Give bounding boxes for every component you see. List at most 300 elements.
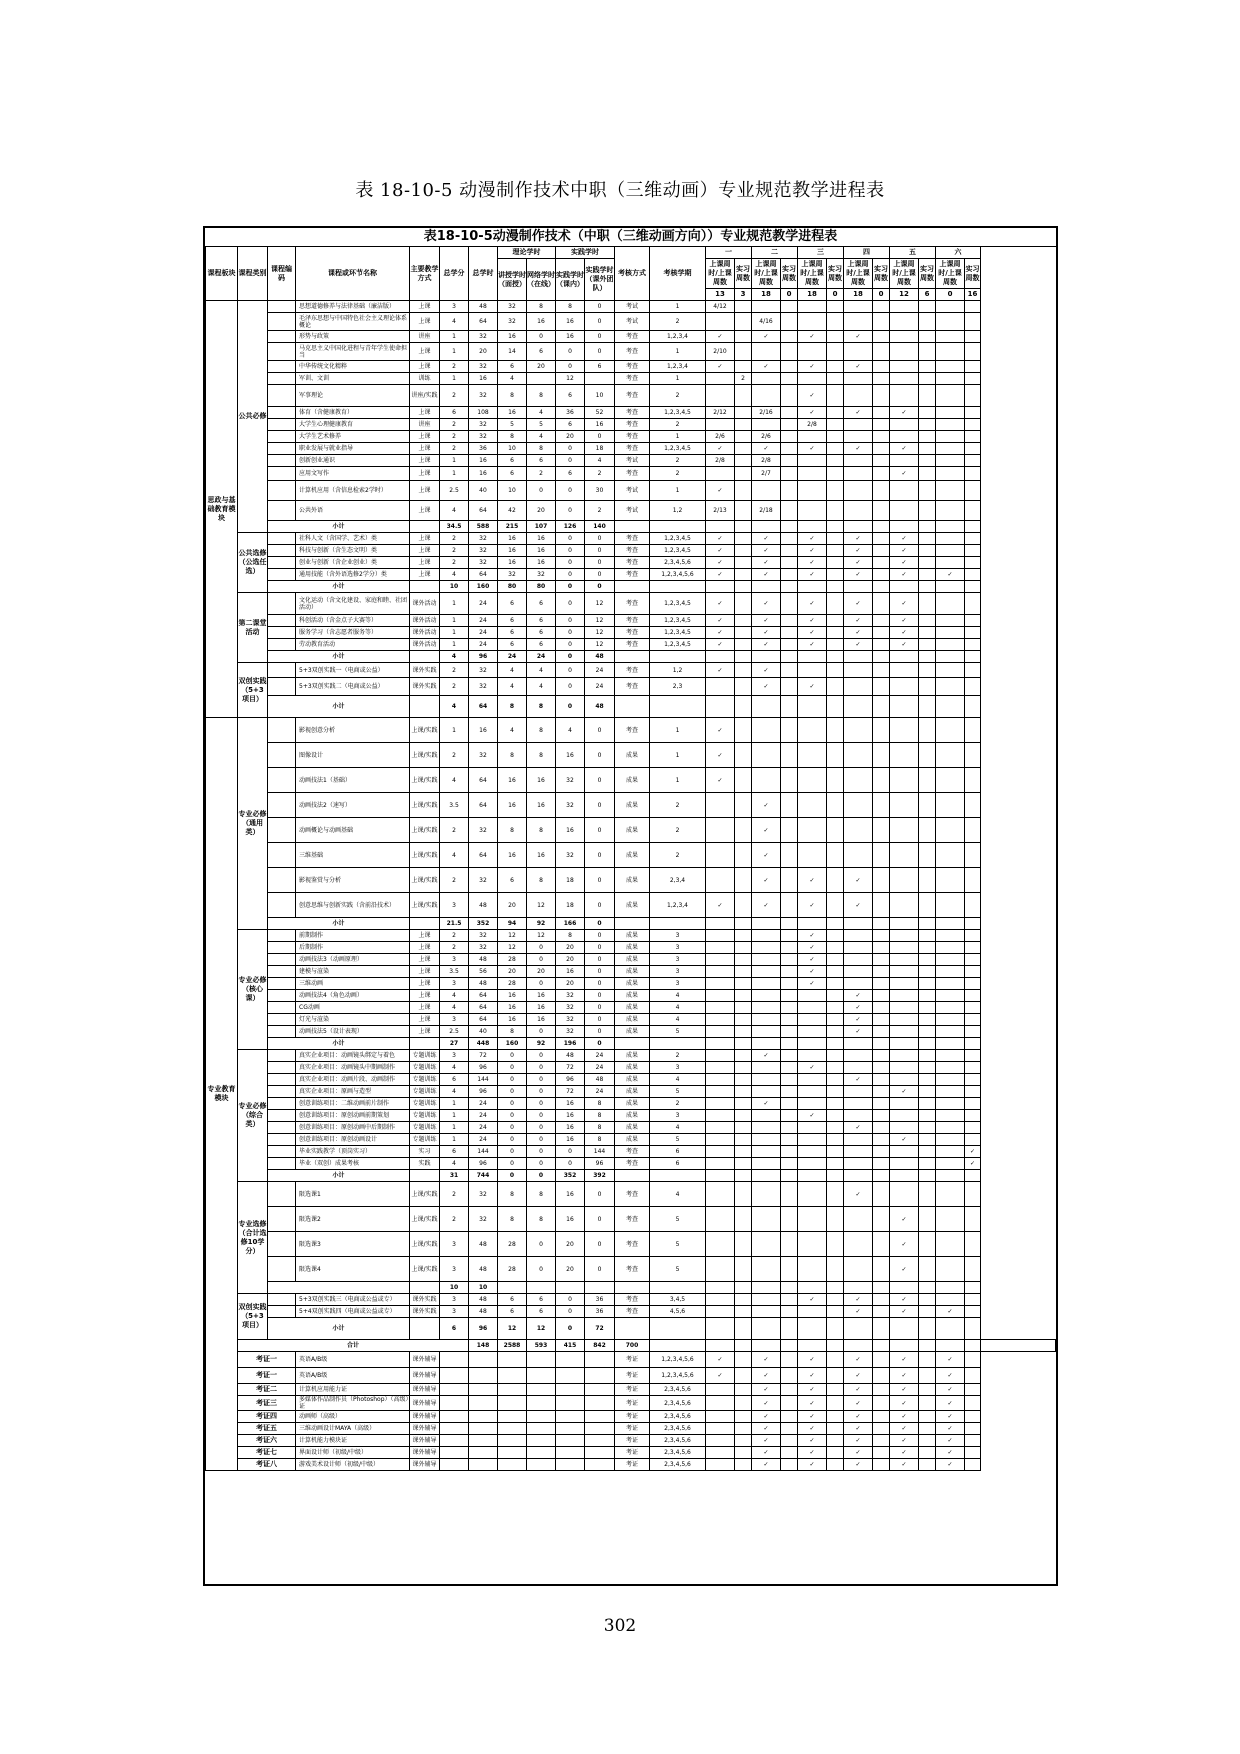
table-cell: ✓ <box>844 545 873 557</box>
table-cell: ✓ <box>798 533 827 545</box>
table-cell <box>827 343 844 361</box>
table-cell <box>556 1447 585 1459</box>
table-cell <box>706 1182 735 1207</box>
table-cell: 0 <box>498 1158 527 1170</box>
table-cell: 2/8 <box>798 419 827 431</box>
table-cell: 6 <box>440 1146 469 1158</box>
table-cell <box>965 1306 981 1318</box>
table-cell <box>844 385 873 407</box>
table-cell: ✓ <box>798 1384 827 1396</box>
table-cell: ✓ <box>890 1257 919 1282</box>
table-cell <box>650 1282 706 1294</box>
table-cell: ✓ <box>890 1352 919 1368</box>
table-cell <box>919 501 936 521</box>
table-cell <box>798 1318 827 1340</box>
table-cell: ✓ <box>752 639 781 651</box>
table-cell <box>919 1368 936 1384</box>
table-cell <box>919 615 936 627</box>
table-cell: 0 <box>585 966 615 978</box>
table-cell: 2/6 <box>752 431 781 443</box>
table-cell <box>873 1158 890 1170</box>
table-cell <box>844 1050 873 1062</box>
table-cell <box>890 1074 919 1086</box>
table-cell <box>936 1282 965 1294</box>
table-cell: 上课 <box>410 557 440 569</box>
table-cell <box>781 1207 798 1232</box>
table-cell <box>650 1170 706 1182</box>
table-cell <box>873 990 890 1002</box>
table-cell: ✓ <box>936 569 965 581</box>
table-cell <box>936 581 965 593</box>
course-code <box>268 373 296 385</box>
table-row <box>206 331 1056 343</box>
table-cell: 24 <box>498 651 527 663</box>
table-cell: 2,3,4,5,6 <box>650 1411 706 1423</box>
table-cell <box>919 978 936 990</box>
table-cell: 2 <box>585 467 615 481</box>
table-cell <box>919 639 936 651</box>
cert-code: 考证一 <box>238 1368 296 1384</box>
table-cell <box>781 431 798 443</box>
table-cell: 48 <box>469 1232 498 1257</box>
table-cell <box>890 1158 919 1170</box>
table-cell: 8 <box>527 385 556 407</box>
table-cell <box>873 627 890 639</box>
course-code <box>268 1002 296 1014</box>
table-cell: ✓ <box>844 331 873 343</box>
table-cell <box>498 1368 527 1384</box>
course-name: 界面设计师（初级/中级） <box>296 1447 410 1459</box>
table-cell: 12 <box>585 615 615 627</box>
table-cell: 16 <box>556 1122 585 1134</box>
table-cell <box>706 467 735 481</box>
table-cell <box>827 1318 844 1340</box>
table-cell: 14 <box>498 343 527 361</box>
table-cell: 0 <box>585 545 615 557</box>
table-cell <box>498 1282 527 1294</box>
table-cell <box>965 1447 981 1459</box>
table-row <box>206 1062 1056 1074</box>
table-cell: ✓ <box>890 1396 919 1411</box>
course-code <box>268 1294 296 1306</box>
table-cell <box>827 569 844 581</box>
table-row <box>206 1352 1056 1368</box>
table-row <box>206 942 1056 954</box>
table-cell <box>735 385 752 407</box>
table-cell <box>735 1396 752 1411</box>
table-cell: 20 <box>498 966 527 978</box>
table-cell: ✓ <box>844 1182 873 1207</box>
table-row <box>206 743 1056 768</box>
table-cell <box>752 373 781 385</box>
table-cell: 30 <box>585 481 615 501</box>
table-cell: 0 <box>585 557 615 569</box>
table-cell: ✓ <box>752 615 781 627</box>
table-cell: 1 <box>440 627 469 639</box>
table-cell <box>556 1352 585 1368</box>
table-cell: 40 <box>469 1026 498 1038</box>
table-cell <box>735 1340 752 1352</box>
table-cell <box>781 1318 798 1340</box>
table-cell: 24 <box>585 663 615 678</box>
table-cell <box>919 696 936 718</box>
course-code <box>268 331 296 343</box>
table-cell: 0 <box>556 481 585 501</box>
table-cell: 10 <box>498 481 527 501</box>
table-cell: 5 <box>650 1026 706 1038</box>
table-cell <box>706 1110 735 1122</box>
table-cell <box>873 481 890 501</box>
table-cell <box>798 718 827 743</box>
table-cell: 1,2,3,4 <box>650 893 706 918</box>
table-cell: 0 <box>527 1146 556 1158</box>
table-cell <box>844 581 873 593</box>
table-cell: 8 <box>527 301 556 313</box>
course-code <box>268 1074 296 1086</box>
table-cell: 6 <box>498 467 527 481</box>
table-cell: 2 <box>650 313 706 331</box>
table-cell <box>873 1110 890 1122</box>
table-cell: ✓ <box>844 1435 873 1447</box>
table-cell: 2 <box>440 419 469 431</box>
table-cell <box>527 1368 556 1384</box>
table-cell: 训练 <box>410 373 440 385</box>
course-code <box>268 678 296 696</box>
course-name: 毛泽东思想与中国特色社会主义理论体系概论 <box>296 313 410 331</box>
table-cell <box>919 678 936 696</box>
table-cell: 140 <box>585 521 615 533</box>
table-row <box>206 627 1056 639</box>
table-cell <box>873 1232 890 1257</box>
table-cell: 考试 <box>615 455 650 467</box>
table-cell <box>844 343 873 361</box>
table-cell <box>752 385 781 407</box>
table-cell: 6 <box>585 361 615 373</box>
table-cell: 48 <box>469 978 498 990</box>
table-cell: 0 <box>556 455 585 467</box>
course-name: 英语A/B级 <box>296 1368 410 1384</box>
course-name: 动画技法1（基础） <box>296 768 410 793</box>
table-cell: 0 <box>585 893 615 918</box>
table-cell: 4 <box>556 718 585 743</box>
table-cell <box>706 966 735 978</box>
table-cell: 上课 <box>410 481 440 501</box>
subtotal-row <box>206 651 1056 663</box>
table-cell <box>873 1368 890 1384</box>
table-cell: 1,2,3,4,5 <box>650 627 706 639</box>
table-cell <box>844 1110 873 1122</box>
table-cell: 考证 <box>615 1423 650 1435</box>
table-cell: 0 <box>527 1134 556 1146</box>
course-name: 形势与政策 <box>296 331 410 343</box>
table-cell: ✓ <box>706 557 735 569</box>
table-cell <box>873 1294 890 1306</box>
table-cell <box>827 521 844 533</box>
table-cell <box>469 1411 498 1423</box>
table-cell <box>890 1062 919 1074</box>
table-cell <box>827 1340 844 1352</box>
table-cell <box>781 1182 798 1207</box>
table-cell <box>706 954 735 966</box>
table-cell <box>798 373 827 385</box>
table-cell <box>936 1170 965 1182</box>
table-cell: 8 <box>585 1134 615 1146</box>
table-cell: 0 <box>556 639 585 651</box>
table-cell: 上课 <box>410 942 440 954</box>
table-cell: 0 <box>585 313 615 331</box>
table-cell <box>919 533 936 545</box>
course-code <box>268 569 296 581</box>
table-cell <box>706 581 735 593</box>
table-cell <box>827 615 844 627</box>
course-code <box>268 385 296 407</box>
table-cell: ✓ <box>798 407 827 419</box>
table-cell <box>965 331 981 343</box>
table-cell <box>706 313 735 331</box>
table-cell <box>752 1318 781 1340</box>
table-cell <box>936 455 965 467</box>
table-cell <box>781 627 798 639</box>
table-cell <box>735 1207 752 1232</box>
table-cell <box>873 843 890 868</box>
table-cell <box>873 1014 890 1026</box>
table-cell <box>936 1050 965 1062</box>
table-cell <box>844 1086 873 1098</box>
table-cell <box>919 1447 936 1459</box>
table-row <box>206 1207 1056 1232</box>
table-cell: 成果 <box>615 1062 650 1074</box>
table-cell <box>873 343 890 361</box>
table-cell: 考查 <box>615 1306 650 1318</box>
table-row <box>206 1294 1056 1306</box>
table-cell: 6 <box>527 627 556 639</box>
course-name: 创新创业通识 <box>296 455 410 467</box>
table-cell <box>735 343 752 361</box>
table-cell <box>706 990 735 1002</box>
table-cell <box>827 545 844 557</box>
table-cell: 166 <box>556 918 585 930</box>
table-cell <box>827 1038 844 1050</box>
table-cell: 0 <box>556 651 585 663</box>
table-cell <box>844 1232 873 1257</box>
table-cell <box>965 978 981 990</box>
table-cell <box>706 1306 735 1318</box>
course-name: 动画师（高级） <box>296 1411 410 1423</box>
table-cell <box>873 1086 890 1098</box>
table-cell: 32 <box>469 663 498 678</box>
table-cell: 12 <box>498 930 527 942</box>
subtotal-row <box>206 581 1056 593</box>
table-cell <box>890 978 919 990</box>
table-cell <box>844 431 873 443</box>
table-cell <box>781 696 798 718</box>
table-cell <box>890 481 919 501</box>
table-cell <box>873 818 890 843</box>
table-cell: ✓ <box>798 443 827 455</box>
table-cell <box>781 1294 798 1306</box>
table-cell: 24 <box>527 651 556 663</box>
table-cell: 1 <box>650 343 706 361</box>
table-cell <box>781 1396 798 1411</box>
table-cell <box>919 1459 936 1471</box>
week-count-cell: 0 <box>936 289 965 301</box>
table-cell: 2,3 <box>650 678 706 696</box>
table-cell: 成果 <box>615 1002 650 1014</box>
table-cell <box>873 696 890 718</box>
table-cell: ✓ <box>752 557 781 569</box>
table-cell <box>706 1340 735 1352</box>
table-cell <box>919 361 936 373</box>
table-cell: ✓ <box>844 1074 873 1086</box>
subtotal-row <box>206 1318 1056 1340</box>
table-cell: 1,2,3,4,5 <box>650 443 706 455</box>
table-cell <box>735 581 752 593</box>
table-cell <box>650 1318 706 1340</box>
table-cell: 40 <box>469 481 498 501</box>
table-cell: 744 <box>469 1170 498 1182</box>
course-name: 英语A/B级 <box>296 1352 410 1368</box>
table-cell: 1 <box>650 768 706 793</box>
table-cell: ✓ <box>706 593 735 615</box>
table-cell <box>890 331 919 343</box>
table-cell <box>798 1170 827 1182</box>
week-count-cell: 0 <box>827 289 844 301</box>
course-name: 限选课3 <box>296 1232 410 1257</box>
table-cell: 10 <box>440 1282 469 1294</box>
table-cell <box>706 793 735 818</box>
table-cell <box>936 743 965 768</box>
table-cell <box>873 545 890 557</box>
subtotal-label: 小计 <box>268 1318 410 1340</box>
course-name: 限选课4 <box>296 1257 410 1282</box>
table-cell: 专题训练 <box>410 1086 440 1098</box>
table-cell <box>890 663 919 678</box>
table-cell <box>798 1146 827 1158</box>
table-cell <box>936 545 965 557</box>
table-cell <box>798 1306 827 1318</box>
table-cell: 4 <box>527 407 556 419</box>
course-name: 军训、文训 <box>296 373 410 385</box>
table-cell: 3 <box>650 930 706 942</box>
table-cell <box>798 918 827 930</box>
table-cell <box>735 954 752 966</box>
table-cell: 48 <box>469 301 498 313</box>
table-cell: 2 <box>440 743 469 768</box>
table-cell <box>936 1122 965 1134</box>
table-cell <box>844 1170 873 1182</box>
table-cell <box>827 1026 844 1038</box>
table-cell: ✓ <box>798 1435 827 1447</box>
table-cell: 2/13 <box>706 501 735 521</box>
course-category: 专业必修（核心课） <box>238 930 268 1050</box>
table-cell <box>752 1086 781 1098</box>
table-cell: ✓ <box>752 1459 781 1471</box>
table-cell <box>965 1294 981 1306</box>
table-cell <box>781 1074 798 1086</box>
table-cell: ✓ <box>798 930 827 942</box>
table-cell <box>936 1134 965 1146</box>
table-cell <box>873 1352 890 1368</box>
table-cell <box>965 301 981 313</box>
table-cell <box>498 1447 527 1459</box>
table-cell: 3 <box>650 966 706 978</box>
table-cell: 考查 <box>615 407 650 419</box>
sub-header: 实习周数 <box>781 259 798 289</box>
table-cell <box>781 615 798 627</box>
table-cell <box>844 1062 873 1074</box>
table-cell <box>735 301 752 313</box>
table-cell: 8 <box>498 818 527 843</box>
table-cell: 考查 <box>615 419 650 431</box>
table-cell <box>890 1318 919 1340</box>
table-cell <box>965 1207 981 1232</box>
table-cell: 考查 <box>615 443 650 455</box>
table-cell <box>735 419 752 431</box>
table-cell <box>919 1038 936 1050</box>
table-cell: 成果 <box>615 868 650 893</box>
table-cell <box>936 651 965 663</box>
table-cell: ✓ <box>844 557 873 569</box>
table-cell <box>585 1352 615 1368</box>
table-cell: ✓ <box>844 1396 873 1411</box>
table-cell <box>827 481 844 501</box>
table-cell <box>706 1026 735 1038</box>
table-cell <box>752 718 781 743</box>
table-cell <box>890 954 919 966</box>
table-cell: 16 <box>469 455 498 467</box>
course-code <box>268 930 296 942</box>
table-cell <box>919 1207 936 1232</box>
table-cell: 考查 <box>615 545 650 557</box>
table-cell: ✓ <box>798 1411 827 1423</box>
table-cell: ✓ <box>844 361 873 373</box>
table-row <box>206 313 1056 331</box>
table-cell: 0 <box>527 1257 556 1282</box>
table-cell <box>844 501 873 521</box>
subtotal-label: 小计 <box>268 581 410 593</box>
table-cell <box>827 1232 844 1257</box>
table-cell <box>735 1182 752 1207</box>
table-cell <box>781 1340 798 1352</box>
table-cell: 6 <box>498 615 527 627</box>
table-cell: ✓ <box>706 615 735 627</box>
table-cell <box>873 978 890 990</box>
table-cell <box>615 918 650 930</box>
table-cell <box>936 443 965 455</box>
table-cell <box>798 1134 827 1146</box>
table-cell <box>798 743 827 768</box>
table-cell: 4 <box>440 1158 469 1170</box>
subtotal-label: 小计 <box>268 1170 410 1182</box>
table-cell: ✓ <box>936 1459 965 1471</box>
table-cell <box>735 407 752 419</box>
table-cell <box>919 1122 936 1134</box>
course-code <box>268 1158 296 1170</box>
table-cell <box>781 954 798 966</box>
table-cell: 12 <box>556 373 585 385</box>
table-cell: ✓ <box>890 593 919 615</box>
week-count-cell: 18 <box>752 289 781 301</box>
table-cell: 3.5 <box>440 966 469 978</box>
table-cell <box>827 1134 844 1146</box>
course-name: 计算机应用（含信息检索2学时） <box>296 481 410 501</box>
table-cell <box>752 1340 781 1352</box>
table-cell: ✓ <box>706 718 735 743</box>
table-cell: 16 <box>527 313 556 331</box>
table-cell <box>469 1352 498 1368</box>
table-cell: 12 <box>527 930 556 942</box>
table-cell <box>919 743 936 768</box>
